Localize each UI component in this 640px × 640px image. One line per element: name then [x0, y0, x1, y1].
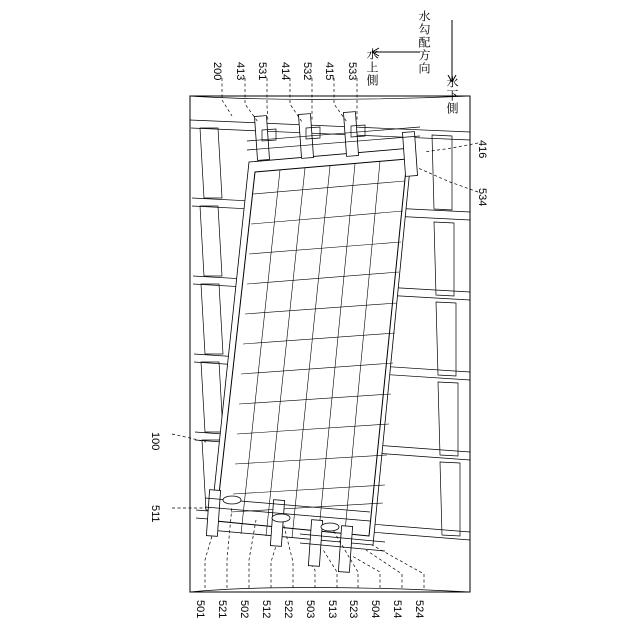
ref-label-522: 522 [282, 600, 294, 619]
ref-label-524: 524 [413, 600, 425, 619]
ref-label-531: 531 [256, 62, 268, 81]
flow-direction-arrows [372, 20, 456, 82]
annotation-downstream-side: 水下側 [445, 76, 459, 115]
ref-label-414: 414 [279, 62, 291, 81]
ref-label-413: 413 [234, 62, 246, 81]
ref-label-512: 512 [260, 600, 272, 619]
ref-label-503: 503 [304, 600, 316, 619]
ref-label-521: 521 [216, 600, 228, 619]
ref-label-514: 514 [391, 600, 403, 619]
ref-label-523: 523 [347, 600, 359, 619]
ref-label-200: 200 [211, 62, 223, 81]
ref-label-532: 532 [301, 62, 313, 81]
leader-lines-top [222, 78, 357, 122]
annotation-upstream-side: 水上側 [365, 48, 379, 87]
ref-label-511: 511 [149, 505, 161, 523]
annotation-flow-direction: 水勾配方向 [417, 10, 431, 75]
ref-label-100: 100 [149, 432, 161, 451]
ref-label-533: 533 [346, 62, 358, 81]
ref-label-513: 513 [326, 600, 338, 619]
ref-label-502: 502 [238, 600, 250, 619]
ref-label-534: 534 [476, 188, 488, 207]
ref-label-415: 415 [323, 62, 335, 81]
ref-label-416: 416 [476, 140, 488, 159]
ref-label-504: 504 [369, 600, 381, 619]
ref-label-501: 501 [194, 600, 206, 619]
